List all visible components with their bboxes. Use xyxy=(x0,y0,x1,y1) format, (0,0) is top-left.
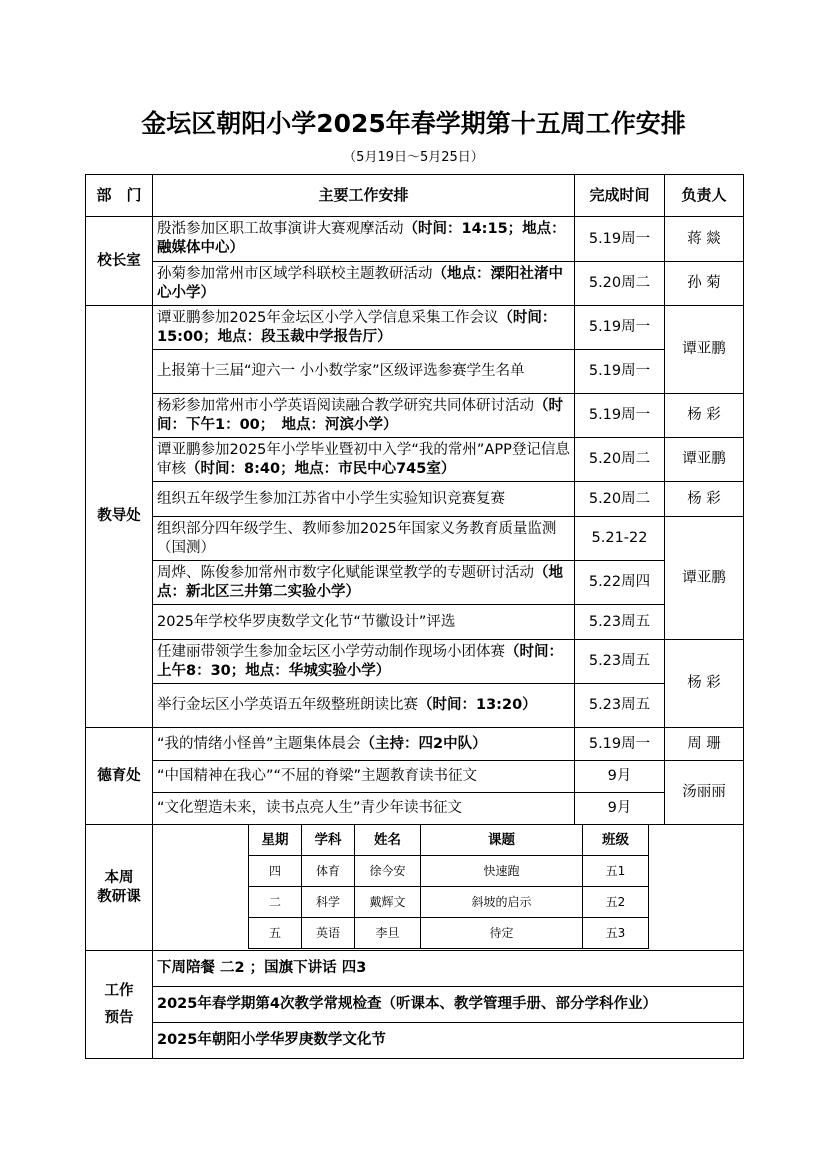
table-row xyxy=(86,394,744,438)
time-cell: 5.19周一 xyxy=(575,728,665,761)
time-cell: 5.19周一 xyxy=(575,350,665,394)
research-cell xyxy=(153,825,744,951)
preview-item: 下周陪餐 二2 ；国旗下讲话 四3 xyxy=(153,951,744,987)
header-dept: 部 门 xyxy=(86,175,153,217)
research-header: 星期 xyxy=(249,825,302,856)
person-cell: 汤丽丽 xyxy=(665,761,744,825)
table-header-row xyxy=(86,175,744,217)
dept-research-line2: 教研课 xyxy=(97,888,141,905)
task-cell: 谭亚鹏参加2025年金坛区小学入学信息采集工作会议（时间：15:00；地点：段玉裁中学报告厅） xyxy=(153,306,575,350)
time-cell: 5.23周五 xyxy=(575,605,665,640)
table-row xyxy=(86,517,744,561)
preview-item: 2025年春学期第4次教学常规检查（听课本、教学管理手册、部分学科作业） xyxy=(153,987,744,1023)
header-task: 主要工作安排 xyxy=(153,175,575,217)
dept-principal: 校长室 xyxy=(86,217,153,306)
task-cell: 任建丽带领学生参加金坛区小学劳动制作现场小团体赛（时间：上午8：30；地点：华城实验小学） xyxy=(153,640,575,684)
dept-research xyxy=(86,825,153,951)
research-cell-name: 李旦 xyxy=(355,918,421,949)
dept-preview xyxy=(86,951,153,1059)
time-cell: 5.23周五 xyxy=(575,640,665,684)
table-row xyxy=(86,605,744,640)
table-row xyxy=(86,217,744,262)
research-header: 姓名 xyxy=(355,825,421,856)
task-cell: “文化塑造未来，读书点亮人生”青少年读书征文 xyxy=(153,793,575,825)
table-row xyxy=(86,728,744,761)
research-header-row xyxy=(249,825,649,856)
research-cell-class: 五3 xyxy=(583,918,649,949)
research-row xyxy=(86,825,744,951)
person-cell: 蒋 燚 xyxy=(665,217,744,262)
time-cell: 5.23周五 xyxy=(575,684,665,728)
research-header: 课题 xyxy=(421,825,583,856)
table-row xyxy=(86,640,744,684)
task-cell: 组织五年级学生参加江苏省中小学生实验知识竞赛复赛 xyxy=(153,482,575,517)
table-row xyxy=(86,482,744,517)
date-range: （5月19日～5月25日） xyxy=(343,150,484,165)
task-cell: 周烨、陈俊参加常州市数字化赋能课堂教学的专题研讨活动（地点：新北区三井第二实验小学） xyxy=(153,561,575,605)
time-cell: 5.19周一 xyxy=(575,306,665,350)
research-cell-name: 戴辉文 xyxy=(355,887,421,918)
research-cell-day: 五 xyxy=(249,918,302,949)
task-cell: 上报第十三届“迎六一 小小数学家”区级评选参赛学生名单 xyxy=(153,350,575,394)
table-row xyxy=(86,262,744,306)
header-time: 完成时间 xyxy=(575,175,665,217)
person-cell: 杨 彩 xyxy=(665,394,744,438)
dept-teaching: 教导处 xyxy=(86,306,153,728)
research-table-row xyxy=(249,887,649,918)
dept-research-line1: 本周 xyxy=(104,869,134,886)
research-cell-class: 五1 xyxy=(583,856,649,887)
task-cell: 杨彩参加常州市小学英语阅读融合教学研究共同体研讨活动（时间：下午1：00； 地点：河滨小学） xyxy=(153,394,575,438)
time-cell: 9月 xyxy=(575,761,665,793)
research-cell-name: 徐今安 xyxy=(355,856,421,887)
research-table xyxy=(248,825,649,949)
dept-preview-line2: 预告 xyxy=(104,1009,134,1026)
table-row xyxy=(86,793,744,825)
task-cell: 孙菊参加常州市区域学科联校主题教研活动（地点：溧阳社渚中心小学） xyxy=(153,262,575,306)
header-person: 负责人 xyxy=(665,175,744,217)
task-cell: “我的情绪小怪兽”主题集体晨会（主持：四2中队） xyxy=(153,728,575,761)
table-row xyxy=(86,561,744,605)
research-header: 班级 xyxy=(583,825,649,856)
task-cell: 2025年学校华罗庚数学文化节“节徽设计”评选 xyxy=(153,605,575,640)
page-title: 金坛区朝阳小学2025年春学期第十五周工作安排 xyxy=(141,109,686,138)
research-cell-class: 五2 xyxy=(583,887,649,918)
time-cell: 5.19周一 xyxy=(575,217,665,262)
research-table-row xyxy=(249,856,649,887)
task-cell: 举行金坛区小学英语五年级整班朗读比赛（时间：13:20） xyxy=(153,684,575,728)
research-table-row xyxy=(249,918,649,949)
time-cell: 5.22周四 xyxy=(575,561,665,605)
research-cell-subject: 英语 xyxy=(302,918,355,949)
dept-preview-line1: 工作 xyxy=(104,982,134,999)
preview-row xyxy=(86,1023,744,1059)
preview-item: 2025年朝阳小学华罗庚数学文化节 xyxy=(153,1023,744,1059)
table-row xyxy=(86,684,744,728)
preview-row xyxy=(86,987,744,1023)
research-cell-subject: 体育 xyxy=(302,856,355,887)
research-cell-day: 四 xyxy=(249,856,302,887)
research-cell-subject: 科学 xyxy=(302,887,355,918)
person-cell: 杨 彩 xyxy=(665,640,744,728)
research-cell-topic: 快速跑 xyxy=(421,856,583,887)
person-cell: 杨 彩 xyxy=(665,482,744,517)
person-cell: 谭亚鹏 xyxy=(665,438,744,482)
person-cell: 谭亚鹏 xyxy=(665,306,744,394)
time-cell: 5.21-22 xyxy=(575,517,665,561)
task-cell: “中国精神在我心”“不屈的脊梁”主题教育读书征文 xyxy=(153,761,575,793)
time-cell: 9月 xyxy=(575,793,665,825)
schedule-table xyxy=(85,174,744,1059)
research-cell-day: 二 xyxy=(249,887,302,918)
time-cell: 5.19周一 xyxy=(575,394,665,438)
table-row xyxy=(86,306,744,350)
person-cell: 孙 菊 xyxy=(665,262,744,306)
task-cell: 殷湉参加区职工故事演讲大赛观摩活动（时间：14:15；地点：融媒体中心） xyxy=(153,217,575,262)
table-row xyxy=(86,438,744,482)
dept-moral: 德育处 xyxy=(86,728,153,825)
research-header: 学科 xyxy=(302,825,355,856)
person-cell: 谭亚鹏 xyxy=(665,517,744,640)
task-cell: 谭亚鹏参加2025年小学毕业暨初中入学“我的常州”APP登记信息审核（时间：8:40；地点：市民中心745室） xyxy=(153,438,575,482)
time-cell: 5.20周二 xyxy=(575,262,665,306)
preview-row xyxy=(86,951,744,987)
table-row xyxy=(86,761,744,793)
research-cell-topic: 待定 xyxy=(421,918,583,949)
task-cell: 组织部分四年级学生、教师参加2025年国家义务教育质量监测（国测） xyxy=(153,517,575,561)
table-row xyxy=(86,350,744,394)
time-cell: 5.20周二 xyxy=(575,482,665,517)
time-cell: 5.20周二 xyxy=(575,438,665,482)
research-cell-topic: 斜坡的启示 xyxy=(421,887,583,918)
person-cell: 周 珊 xyxy=(665,728,744,761)
